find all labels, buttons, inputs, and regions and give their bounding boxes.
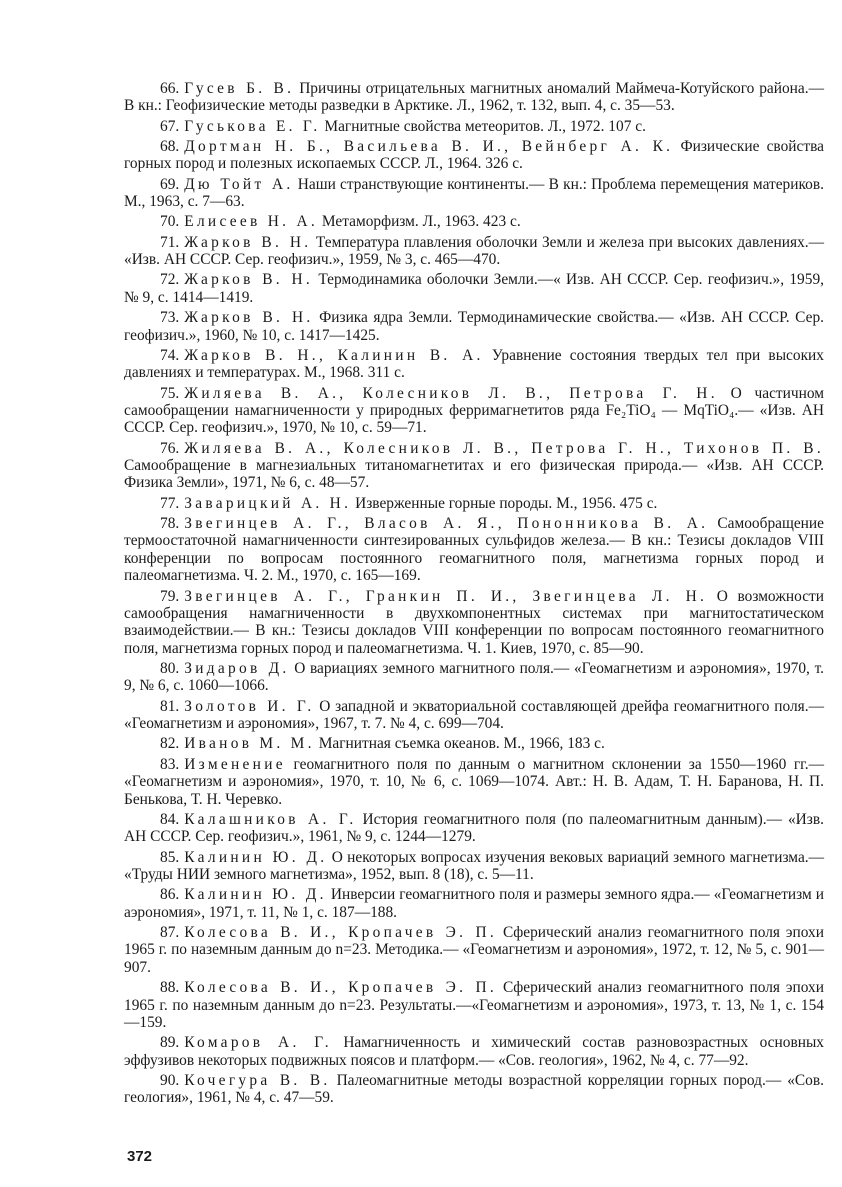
- entry-text: Уравнение состояния твердых тел при высоких давлениях и температурах. М., 1968. 311 с.: [124, 346, 824, 382]
- entry-author: Гуськова Е. Г.: [184, 117, 321, 135]
- bibliography-entry: [124, 440, 824, 492]
- entry-number: 71.: [160, 233, 180, 251]
- bibliography-entry: [124, 515, 824, 585]
- bibliography-entry: [124, 347, 824, 382]
- bibliography-entry: [124, 495, 824, 512]
- entry-number: 67.: [160, 117, 180, 135]
- entry-text: О возможности самообращения намагниченности в двухкомпонентных системах при магнитостатическом взаимодействии.— В кн.: Тезисы докладов VIII конференции по вопросам постоянного геомагнитного поля, магнетизма горных пород и палеомагнетизма. Ч. 1. Киев, 1970, с. 85—90.: [124, 587, 824, 657]
- entry-author: Гусев Б. В.: [184, 80, 295, 97]
- bibliography-entry: [124, 213, 824, 230]
- bibliography-entry: [124, 849, 824, 884]
- entry-number: 83.: [160, 755, 180, 773]
- entry-number: 77.: [160, 494, 180, 512]
- entry-text: О частичном самообращении намагниченности у природных ферримагнетитов ряда Fe₂TiO₄ — MqTiO₄.— «Изв. АН СССР. Сер. геофизич.», 1970, № 10, с. 59—71.: [124, 384, 824, 437]
- entry-author: Дортман Н. Б., Васильева В. И., Вейнберг А. К.: [184, 138, 674, 155]
- bibliography-entry: [124, 80, 824, 115]
- entry-text: Магнитная съемка океанов. М., 1966, 183 с.: [318, 735, 605, 753]
- entry-text: Наши странствующие континенты.— В кн.: Проблема перемещения материков. М., 1963, с. 7—63.: [124, 175, 824, 211]
- bibliography-entry: [124, 385, 824, 437]
- entry-author: Дю Тойт А.: [184, 175, 294, 193]
- bibliography-entry: [124, 735, 824, 752]
- entry-author: Жарков В. Н., Калинин В. А.: [184, 346, 484, 364]
- entry-author: Калинин Ю. Д.: [184, 886, 327, 904]
- entry-text: геомагнитного поля по данным о магнитном склонении за 1550—1960 гг.— «Геомагнетизм и аэрономия», 1970, т. 10, № 6, с. 1069—1074. Авт.: Н. В. Адам, Т. Н. Баранова, Н. П. Бенькова, Т. Н. Черевко.: [124, 755, 825, 808]
- entry-author: Калашников А. Г.: [184, 810, 357, 828]
- bibliography-entry: [124, 698, 824, 733]
- entry-text: Сферический анализ геомагнитного поля эпохи 1965 г. по наземным данным до n=23. Результаты.—«Геомагнетизм и аэрономия», 1973, т. 13, № 1, с. 154—159.: [124, 979, 824, 1031]
- entry-author: Жиляева В. А., Колесников Л. В., Петрова Г. Н., Тихонов П. В.: [184, 439, 824, 457]
- entry-author: Зидаров Д.: [184, 660, 290, 678]
- entry-number: 75.: [160, 384, 180, 402]
- entry-number: 68.: [160, 138, 180, 155]
- entry-author: Звегинцев А. Г., Гранкин П. И., Звегинцева Л. Н.: [184, 587, 708, 605]
- entry-author: Изменение: [184, 755, 286, 773]
- entry-author: Иванов М. М.: [184, 735, 315, 753]
- bibliography-entry: [124, 756, 824, 808]
- bibliography-entry: [124, 886, 824, 921]
- bibliography-entry: [124, 1034, 824, 1069]
- entry-number: 73.: [160, 309, 180, 327]
- entry-author: Колесова В. И., Кропачев Э. П.: [184, 923, 498, 941]
- entry-author: Жарков В. Н.: [184, 233, 312, 251]
- entry-text: История геомагнитного поля (по палеомагнитным данным).— «Изв. АН СССР. Сер. геофизич.», 1961, № 9, с. 1244—1279.: [124, 810, 824, 846]
- entry-text: О западной и экваториальной составляющей дрейфа геомагнитного поля.— «Геомагнетизм и аэрономия», 1967, т. 7. № 4, с. 699—704.: [124, 697, 824, 733]
- entry-text: Магнитные свойства метеоритов. Л., 1972. 107 с.: [324, 117, 646, 135]
- entry-number: 90.: [160, 1071, 180, 1089]
- entry-text: Термодинамика оболочки Земли.—« Изв. АН СССР. Сер. геофизич.», 1959, № 9, с. 1414—1419.: [124, 271, 824, 306]
- bibliography-entry: [124, 309, 824, 344]
- entry-author: Звегинцев А. Г., Власов А. Я., Пононникова В. А.: [184, 515, 709, 533]
- entry-number: 87.: [160, 923, 180, 941]
- entry-text: Самообращение термоостаточной намагниченности синтезированных сульфидов железа.— В кн.: Тезисы докладов VIII конференции по вопросам постоянного геомагнитного поля, магнетизма горных пород и палеомагнетизма. Ч. 2. М., 1970, с. 165—169.: [124, 515, 824, 585]
- bibliography-entry: [124, 176, 824, 211]
- entry-text: Сферический анализ геомагнитного поля эпохи 1965 г. по наземным данным до n=23. Методика.— «Геомагнетизм и аэрономия», 1972, т. 12, № 5, с. 901—907.: [124, 923, 824, 976]
- entry-text: Намагниченность и химический состав разновозрастных основных эффузивов некоторых подвижных поясов и платформ.— «Сов. геология», 1962, № 4, с. 77—92.: [124, 1034, 824, 1069]
- entry-author: Кочегура В. В.: [184, 1071, 331, 1089]
- bibliography-entry: [124, 924, 824, 976]
- entry-number: 84.: [160, 810, 180, 828]
- entry-text: Палеомагнитные методы возрастной корреляции горных пород.— «Сов. геология», 1961, № 4, с. 47—59.: [124, 1071, 824, 1107]
- entry-number: 78.: [160, 515, 180, 533]
- entry-text: Физические свойства горных пород и полезных ископаемых СССР. Л., 1964. 326 с.: [124, 138, 824, 173]
- entry-author: Жарков В. Н.: [184, 309, 314, 327]
- entry-author: Калинин Ю. Д.: [184, 848, 328, 866]
- entry-text: Самообращение в магнезиальных титаномагнетитах и его физическая природа.— «Изв. АН СССР. Физика Земли», 1971, № 6, с. 48—57.: [124, 457, 824, 492]
- entry-number: 74.: [160, 346, 180, 364]
- bibliography-entry: [124, 979, 824, 1031]
- page-number: 372: [127, 1148, 153, 1165]
- bibliography-list: [124, 80, 824, 1110]
- entry-author: Жарков В. Н.: [184, 271, 314, 289]
- entry-number: 80.: [160, 660, 180, 678]
- entry-number: 82.: [160, 735, 180, 753]
- bibliography-entry: [124, 271, 824, 306]
- entry-author: Колесова В. И., Кропачев Э. П.: [184, 979, 498, 997]
- bibliography-entry: [124, 588, 824, 658]
- entry-number: 66.: [160, 80, 180, 97]
- entry-number: 79.: [160, 587, 180, 605]
- bibliography-entry: [124, 234, 824, 269]
- entry-number: 72.: [160, 271, 180, 289]
- entry-text: Изверженные горные породы. М., 1956. 475 с.: [355, 494, 658, 512]
- entry-author: Золотов И. Г.: [184, 697, 315, 715]
- bibliography-entry: [124, 811, 824, 846]
- bibliography-entry: [124, 138, 824, 173]
- entry-text: Инверсии геомагнитного поля и размеры земного ядра.— «Геомагнетизм и аэрономия», 1971, т. 11, № 1, с. 187—188.: [124, 886, 824, 921]
- entry-number: 70.: [160, 213, 180, 231]
- entry-number: 86.: [160, 886, 180, 904]
- bibliography-entry: [124, 118, 824, 135]
- bibliography-entry: [124, 1072, 824, 1107]
- entry-number: 89.: [160, 1034, 180, 1052]
- entry-text: Температура плавления оболочки Земли и железа при высоких давлениях.— «Изв. АН СССР. Сер. геофизич.», 1959, № 3, с. 465—470.: [124, 233, 825, 269]
- entry-text: О вариациях земного магнитного поля.— «Геомагнетизм и аэрономия», 1970, т. 9, № 6, с. 1060—1066.: [124, 660, 824, 695]
- entry-number: 88.: [160, 979, 180, 997]
- entry-number: 69.: [160, 175, 180, 193]
- entry-number: 85.: [160, 848, 180, 866]
- entry-text: Метаморфизм. Л., 1963. 423 с.: [321, 213, 521, 231]
- entry-text: Физика ядра Земли. Термодинамические свойства.— «Изв. АН СССР. Сер. геофизич.», 1960, № 10, с. 1417—1425.: [124, 309, 825, 344]
- entry-author: Жиляева В. А., Колесников Л. В., Петрова Г. Н.: [184, 384, 718, 402]
- entry-text: О некоторых вопросах изучения вековых вариаций земного магнетизма.— «Труды НИИ земного магнетизма», 1952, вып. 8 (18), с. 5—11.: [124, 848, 825, 883]
- entry-author: Комаров А. Г.: [184, 1034, 332, 1052]
- entry-author: Елисеев Н. А.: [184, 213, 319, 231]
- entry-text: Причины отрицательных магнитных аномалий Маймеча-Котуйского района.— В кн.: Геофизические методы разведки в Арктике. Л., 1962, т. 132, вып. 4, с. 35—53.: [124, 80, 824, 115]
- entry-author: Заварицкий А. Н.: [184, 494, 352, 512]
- bibliography-entry: [124, 660, 824, 695]
- entry-number: 76.: [160, 439, 180, 457]
- entry-number: 81.: [160, 697, 180, 715]
